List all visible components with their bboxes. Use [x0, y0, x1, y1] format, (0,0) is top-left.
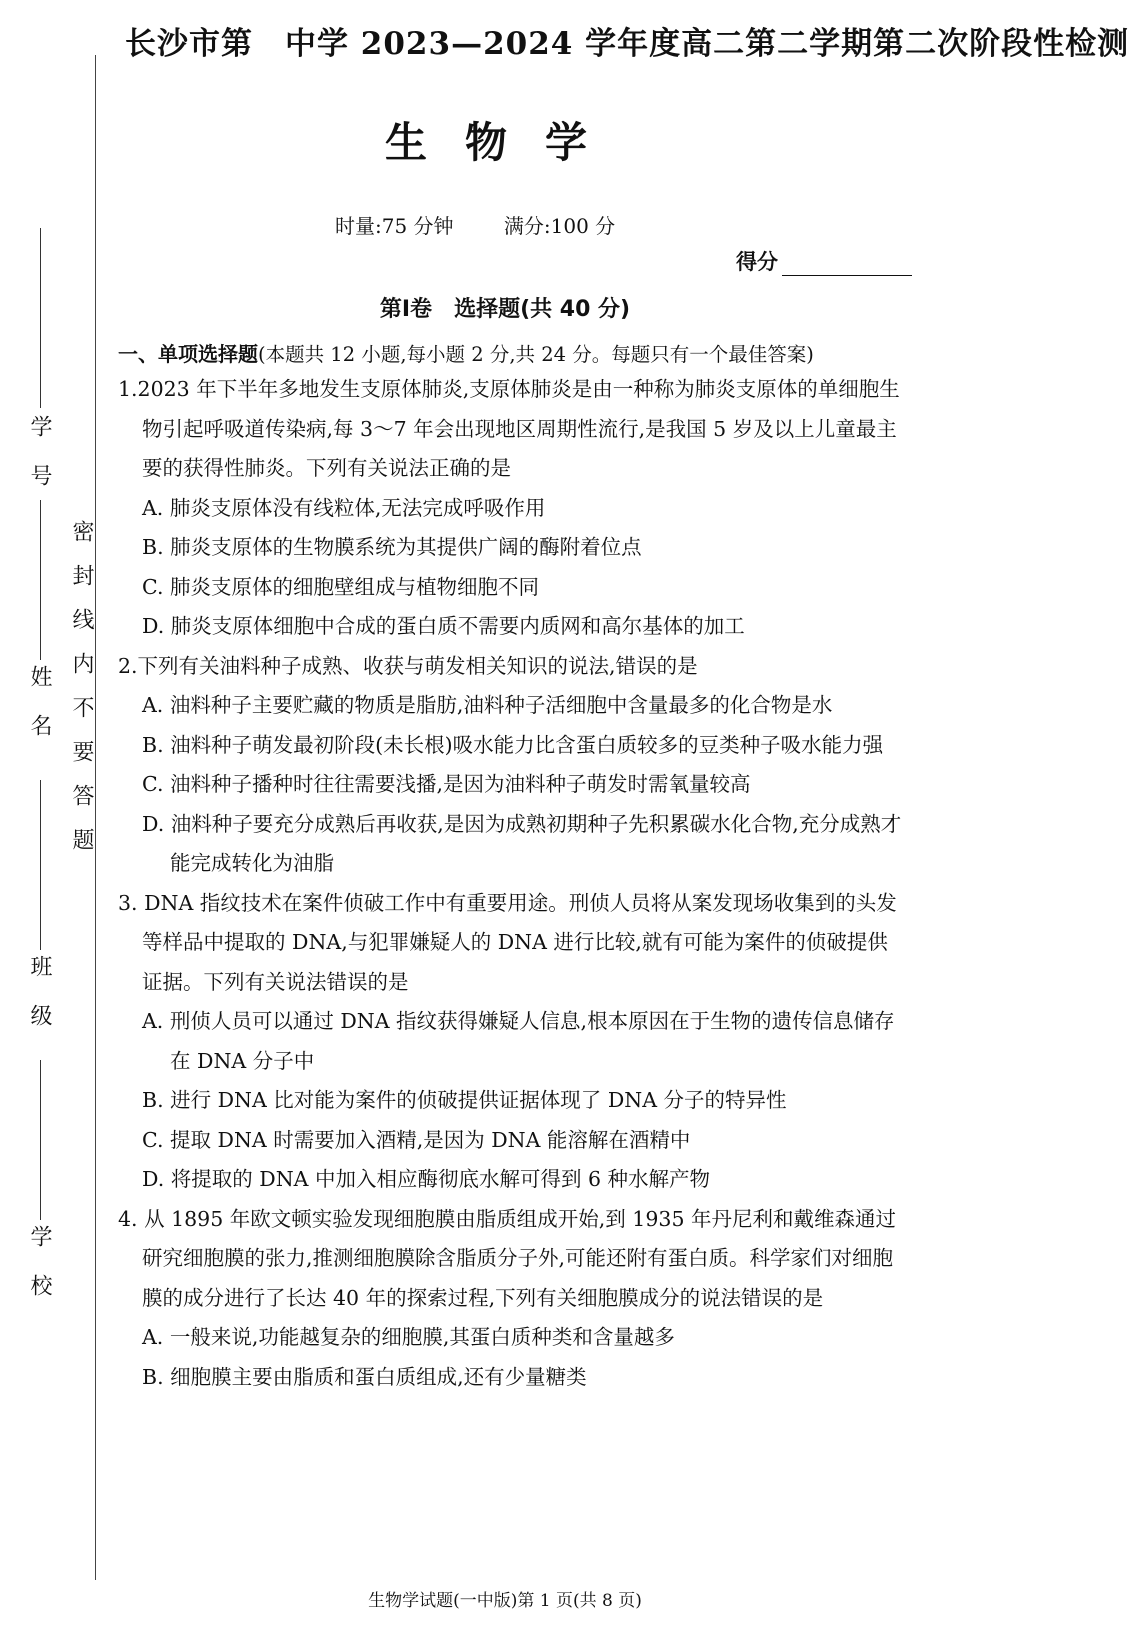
full-score: 满分:100 分 [503, 214, 616, 238]
subject-title: 生物学 [384, 118, 625, 167]
option-b: B. 油料种子萌发最初阶段(未长根)吸水能力比含蛋白质较多的豆类种子吸水能力强 [142, 732, 884, 757]
option-b: B. 进行 DNA 比对能为案件的侦破提供证据体现了 DNA 分子的特异性 [142, 1088, 787, 1112]
question-3 [118, 884, 903, 1200]
option-c: C. 油料种子播种时往往需要浅播,是因为油料种子萌发时需氧量较高 [142, 772, 751, 796]
option-b: B. 细胞膜主要由脂质和蛋白质组成,还有少量糖类 [142, 1364, 587, 1389]
question-2 [118, 647, 903, 884]
question-1 [118, 370, 903, 647]
question-stem: 4. 从 1895 年欧文顿实验发现细胞膜由脂质组成开始,到 1935 年丹尼利和戴维森通过研究细胞膜的张力,推测细胞膜除含脂质分子外,可能还附有蛋白质。科学家们对细胞膜的成分进行了长达 40 年的探索过程,下列有关细胞膜成分的说法错误的是 [118, 1206, 896, 1310]
score-field [736, 246, 912, 276]
question-stem: 2.下列有关油料种子成熟、收获与萌发相关知识的说法,错误的是 [118, 653, 698, 678]
exam-info [335, 210, 615, 239]
name-label: 姓 名 [27, 665, 52, 746]
name-line[interactable] [40, 500, 41, 660]
option-a: A. 一般来说,功能越复杂的细胞膜,其蛋白质种类和含量越多 [142, 1325, 675, 1349]
seal-notice: 密封线内不要答题 [69, 520, 94, 872]
student-id-label: 学 号 [27, 415, 52, 496]
time-limit: 时量:75 分钟 [335, 214, 454, 238]
option-c: C. 提取 DNA 时需要加入酒精,是因为 DNA 能溶解在酒精中 [142, 1127, 691, 1152]
question-stem: 3. DNA 指纹技术在案件侦破工作中有重要用途。刑侦人员将从案发现场收集到的头发等样品中提取的 DNA,与犯罪嫌疑人的 DNA 进行比较,就有可能为案件的侦破提供证据。下列有关说法错误的是 [118, 890, 897, 994]
option-d: D. 肺炎支原体细胞中合成的蛋白质不需要内质网和高尔基体的加工 [142, 614, 745, 638]
option-c: C. 肺炎支原体的细胞壁组成与植物细胞不同 [142, 574, 539, 599]
class-label: 班 级 [27, 955, 52, 1036]
score-label: 得分 [736, 250, 778, 274]
exam-title: 长沙市第 中学 2023—2024 学年度高二第二学期第二次阶段性检测 [125, 26, 1129, 62]
option-a: A. 肺炎支原体没有线粒体,无法完成呼吸作用 [142, 495, 546, 520]
question-list [118, 370, 903, 1397]
section-heading [0, 292, 950, 323]
school-label: 学 校 [27, 1225, 52, 1306]
section-title: 选择题(共 40 分) [454, 297, 631, 322]
class-line[interactable] [40, 780, 41, 950]
score-blank[interactable] [782, 253, 912, 276]
part-title: 一、单项选择题 [118, 342, 258, 366]
school-line[interactable] [40, 1060, 41, 1220]
part-heading [118, 338, 814, 367]
option-d: D. 油料种子要充分成熟后再收获,是因为成熟初期种子先积累碳水化合物,充分成熟才能完成转化为油脂 [142, 811, 902, 875]
option-d: D. 将提取的 DNA 中加入相应酶彻底水解可得到 6 种水解产物 [142, 1167, 711, 1191]
part-note: (本题共 12 小题,每小题 2 分,共 24 分。每题只有一个最佳答案) [258, 343, 814, 366]
option-a: A. 油料种子主要贮藏的物质是脂肪,油料种子活细胞中含量最多的化合物是水 [142, 693, 833, 717]
option-b: B. 肺炎支原体的生物膜系统为其提供广阔的酶附着位点 [142, 535, 642, 559]
question-4 [118, 1200, 903, 1398]
question-stem: 1.2023 年下半年多地发生支原体肺炎,支原体肺炎是由一种称为肺炎支原体的单细胞生物引起呼吸道传染病,每 3～7 年会出现地区周期性流行,是我国 5 岁及以上儿童最主要的获得性肺炎。下列有关说法正确的是 [118, 377, 900, 480]
volume-label: 第Ⅰ卷 [379, 297, 433, 322]
option-a: A. 刑侦人员可以通过 DNA 指纹获得嫌疑人信息,根本原因在于生物的遗传信息储存在 DNA 分子中 [142, 1009, 895, 1073]
page-footer: 生物学试题(一中版)第 1 页(共 8 页) [368, 1591, 642, 1611]
